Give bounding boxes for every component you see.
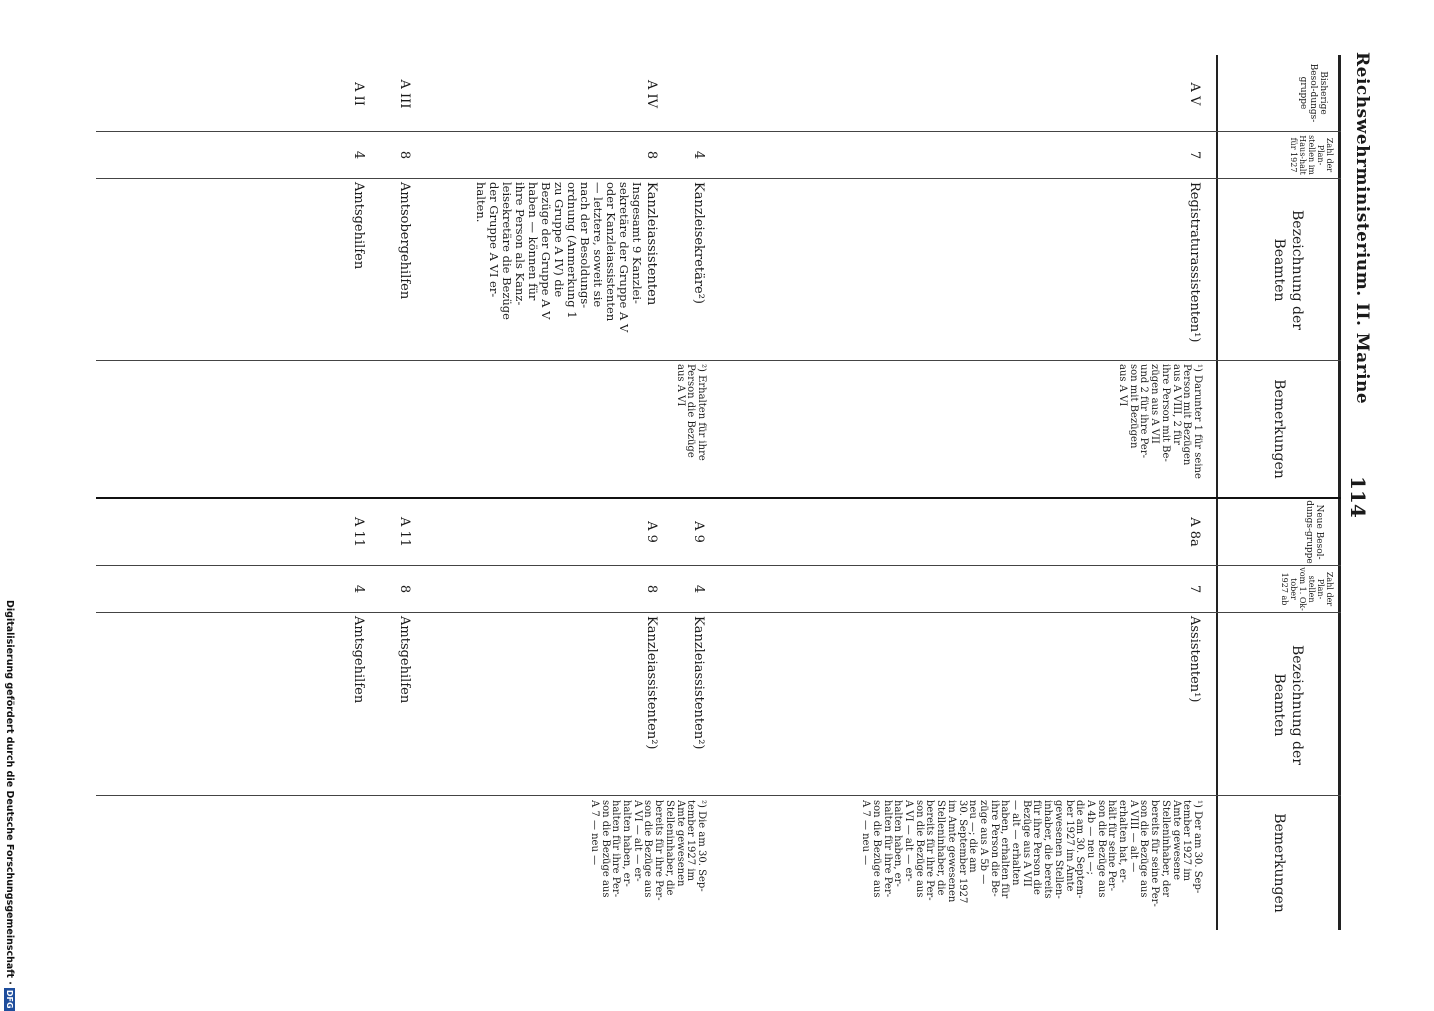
row1-designation: Registraturassistenten¹)	[1187, 182, 1202, 343]
col-header-count-oct: Zahl der Plan-stellen vom 1. Ok-tober 1927 ab	[1280, 567, 1334, 611]
page-number: 114	[1346, 476, 1370, 518]
header-bottom-rule	[1216, 55, 1218, 930]
row3-new-designation: Kanzleiassistenten²)	[644, 616, 659, 750]
row1-new-remark: ¹) Der am 30. Sep- tember 1927 im Amte gewesene Stelleninhaber, der bereits für seine Per- son die Bezüge aus A VIII — alt — erhalten hat, er- hält für seine Per- son die Bezüge aus A 4b — neu —; die am 30. Septem- ber 1927 im Amte gewesenen Stellen- inhaber, die bereits für ihre Person die Bezüge aus A VII — alt — erhalten haben, erhalten für ihre Person die Be- züge aus A 5b — neu —; die am 30. September 1927 im Amte gewesenen Stelleninhaber, die bereits für ihre Per- son die Bezüge aus A VI — alt — er- halten haben, er- halten für ihre Per- son die Bezüge aus A 7 — neu —	[860, 800, 1203, 907]
header-top-rule	[1338, 55, 1341, 930]
col-header-designation-right: Bezeichnung der Beamten	[1271, 645, 1305, 765]
row2-count: 4	[691, 150, 706, 160]
row1-new-group: A 8a	[1187, 517, 1202, 547]
row4-old-group: A III	[397, 79, 412, 109]
row2-new-remark: ²) Die am 30. Sep- tember 1927 im Amte gewesenen Stelleninhaber, die bereits für ihre Per- son die Bezüge aus A VI — alt — er- halten haben, er- halten für ihre Per- son die Bezüge aus A 7 — neu —	[588, 800, 707, 901]
divider-count-designation-right	[96, 612, 1341, 613]
row4-designation: Amtsobergehilfen	[397, 182, 412, 300]
divider-old-new	[96, 497, 1341, 499]
row2-new-count: 4	[691, 584, 706, 594]
row4-new-designation: Amtsgehilfen	[397, 616, 412, 704]
row2-remark: ²) Erhalten für ihre Person die Bezüge aus A VI	[674, 364, 707, 461]
row3-new-count: 8	[644, 584, 659, 594]
page-title: Reichswehrministerium. II. Marine	[1352, 52, 1372, 405]
row5-new-designation: Amtsgehilfen	[351, 616, 366, 704]
credit-text: Digitalisierung gefördert durch die Deutsche Forschungsgemeinschaft ·	[4, 600, 15, 985]
row5-designation: Amtsgehilfen	[351, 182, 366, 270]
divider-count-designation	[96, 178, 1341, 179]
divider-designation-remarks	[96, 360, 1341, 361]
row5-new-count: 4	[351, 584, 366, 594]
kanzlei-paragraph: Insgesamt 9 Kanzlei- sekretäre der Gruppe A V oder Kanzleiassistenten — letztere, soweit sie nach der Besoldungs- ordnung (Anmerkung 1 zu Gruppe A IV) die Bezüge der Gruppe A V haben — können für ihre Person als Kanz- leisekretäre die Bezüge der Gruppe A VI er- halten.	[474, 182, 644, 333]
row3-new-group: A 9	[644, 521, 659, 543]
col-header-designation: Bezeichnung der Beamten	[1271, 210, 1305, 330]
row1-remark: ¹) Darunter 1 für seine Person mit Bezügen aus A VIII, 2 für ihre Person mit Be- zügen aus A VII und 2 für ihre Per- son mit Bezügen aus A VI	[1117, 364, 1203, 479]
divider-designation-remarks-right	[96, 795, 1341, 796]
divider-group-count	[96, 131, 1341, 132]
col-header-remarks-right: Bemerkungen	[1271, 813, 1287, 913]
row1-count: 7	[1187, 150, 1202, 160]
row4-new-count: 8	[397, 584, 412, 594]
divider-newgroup-count	[96, 565, 1341, 566]
row2-new-group: A 9	[691, 521, 706, 543]
col-header-new-group: Neue Besol-dungs-gruppe	[1304, 500, 1324, 564]
row1-new-designation: Assistenten¹)	[1187, 616, 1202, 703]
row3-designation: Kanzleiassistenten	[644, 182, 659, 306]
dfg-logo: DFG	[5, 989, 14, 1009]
row5-count: 4	[351, 150, 366, 160]
row5-new-group: A 11	[351, 516, 366, 548]
row4-count: 8	[397, 150, 412, 160]
row2-designation: Kanzleisekretäre²)	[691, 182, 706, 305]
digitization-credit	[1, 600, 17, 1009]
row5-old-group: A II	[351, 82, 366, 106]
col-header-remarks: Bemerkungen	[1271, 379, 1287, 479]
row3-count: 8	[644, 150, 659, 160]
col-header-old-group: Bisherige Besol-dungs-gruppe	[1298, 63, 1328, 123]
col-header-count-1927: Zahl der Plan-stellen im Haus-halt für 1927	[1289, 135, 1334, 175]
row2-new-designation: Kanzleiassistenten²)	[691, 616, 706, 750]
row2-old-group: A IV	[644, 79, 659, 109]
row1-old-group: A V	[1187, 82, 1202, 106]
row4-new-group: A 11	[397, 516, 412, 548]
row1-new-count: 7	[1187, 584, 1202, 594]
